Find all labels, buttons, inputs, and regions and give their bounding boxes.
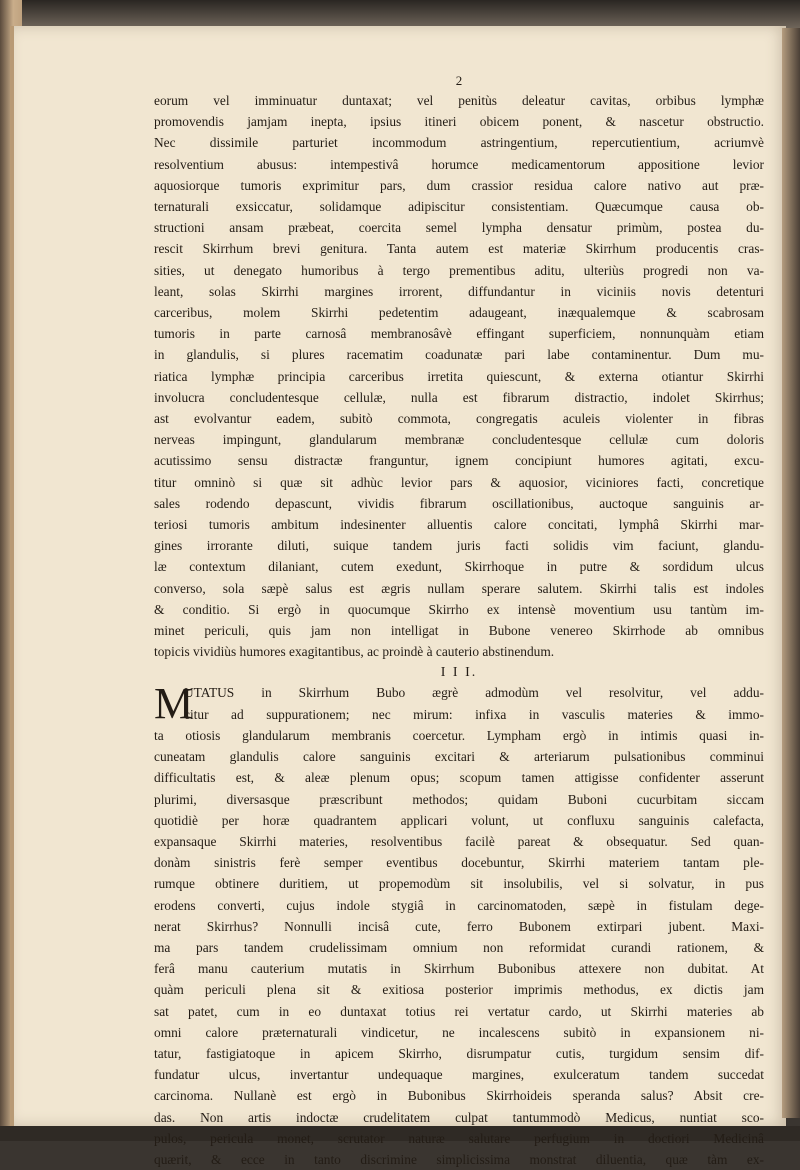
text-line: ma pars tandem crudelissimam omnium non reformidat curandi rationem, & (154, 939, 764, 955)
text-line: citur ad suppurationem; nec mirum: infixa in vasculis materies & immo- (184, 706, 764, 722)
paragraph-1 (154, 90, 764, 662)
page-text (154, 70, 764, 1170)
text-line: UTATUS in Skirrhum Bubo ægrè admodùm vel resolvitur, vel addu- (184, 685, 764, 701)
section-heading: I I I. (440, 665, 478, 681)
text-line: fundatur ulcus, invertantur undequaque margines, exulceratum tandem succedat (154, 1067, 764, 1083)
text-line: tatur, fastigiatoque in apicem Skirrho, disrumpatur cutis, turgidum sensim dif- (154, 1045, 764, 1061)
paragraph-2-opening (154, 679, 764, 729)
text-line: resolventium abusus: intempestivâ horumce medicamentorum appositione levior (154, 156, 764, 172)
text-line: nerveas impingunt, glandularum membranæ concludentesque cellulæ cum doloris (154, 432, 764, 448)
text-line: riatica lymphæ principia carceribus irretita quiescunt, & externa otiantur Skirrhi (154, 368, 764, 384)
page-edge-right (782, 28, 800, 1118)
text-line: expansaque Skirrhi materies, resolventibus facilè pareat & obsequatur. Sed quan- (154, 833, 764, 849)
text-line: acutissimo sensu distractæ franguntur, ignem concipiunt humores agitati, excu- (154, 453, 764, 469)
top-edge (0, 0, 800, 28)
text-line: converso, sola sæpè salus est ægris nullam sperare salutem. Skirrhi talis est indoles (154, 580, 764, 596)
paragraph-2 (154, 725, 764, 1170)
text-line: læ contextum dilaniant, cutem exedunt, Skirrhoque in putre & sordidum ulcus (154, 559, 764, 575)
text-line: sales rodendo depascunt, vividis fibrarum oscillationibus, auctoque sanguinis ar- (154, 495, 764, 511)
text-line: aquosiorque tumoris exprimitur pars, dum crassior residua calore nativo aut præ- (154, 177, 764, 193)
text-line: erodens converti, cujus indole stygiâ in carcinomatoden, sæpè in fistulam dege- (154, 897, 764, 913)
text-line: involucra concludentesque cellulæ, nulla est fibrarum distractio, indolet Skirrhus; (154, 389, 764, 405)
text-line: structioni ansam præbeat, coercita semel lympha densatur primùm, postea du- (154, 220, 764, 236)
text-line: plurimi, diversasque præscribunt methodos; quidam Buboni cucurbitam siccam (154, 791, 764, 807)
text-line: in glandulis, si plures racematim coadunatæ pari labe contaminentur. Dum mu- (154, 347, 764, 363)
text-line: quàm periculi plena sit & exitiosa posterior imprimis methodus, ex dictis jam (154, 982, 764, 998)
text-line: Nec dissimile parturiet incommodum astringentium, repercutientium, acriumvè (154, 135, 764, 151)
text-line: omni calore præternaturali vindicetur, ne incalescens subitò in expansionem ni- (154, 1024, 764, 1040)
text-line: ast evolvantur eadem, subitò commota, congregatis aculeis violenter in fibras (154, 411, 764, 427)
text-line: das. Non artis indoctæ crudelitatem culpat tantummodò Medicus, nuntiat sco- (154, 1109, 764, 1125)
text-line: & conditio. Si ergò in quocumque Skirrho ex intensè moventium usu tantùm im- (154, 601, 764, 617)
text-line: nerat Skirrhus? Nonnulli incisâ cute, ferro Bubonem extirpari jubent. Maxi- (154, 918, 764, 934)
text-line: ferâ manu cauterium mutatis in Skirrhum Bubonibus attexere non dubitat. At (154, 961, 764, 977)
text-line: eorum vel imminuatur duntaxat; vel penitùs deleatur cavitas, orbibus lymphæ (154, 93, 764, 108)
text-line: gines irrorante diluti, suique tandem juris facti solidis vim faciunt, glandu- (154, 538, 764, 554)
page-number: 2 (455, 73, 463, 88)
text-line: quotidiè per horæ quadrantem applicari volunt, ut confluxu sanguinis calefacta, (154, 812, 764, 828)
text-line: minet periculi, quis jam non intelligat in Bubone venereo Skirrhode ab omnibus (154, 623, 764, 639)
text-line: quærit, & ecce in tanto discrimine simplicissima monstrat diluentia, quæ tàm ex- (154, 1151, 764, 1167)
text-line: rescit Skirrhum brevi genitura. Tanta autem est materiæ Skirrhum producentis cras- (154, 241, 764, 257)
text-line: sities, ut denegato humoribus à tergo prementibus aditu, ulteriùs progredi non va- (154, 262, 764, 278)
text-line: topicis vividiùs humores exagitantibus, ac proindè à cauterio abstinendum. (154, 644, 555, 660)
text-line: difficultatis est, & aleæ plenum opus; scopum tamen attigisse confidenter asserunt (154, 770, 764, 786)
text-line: titur omninò si quæ sit adhùc levior pars & aquosior, viciniores facti, concretique (154, 474, 764, 490)
text-line: carceribus, molem Skirrhi pedetentim adaugeant, inæqualemque & scabrosam (154, 305, 764, 321)
drop-cap: M (154, 679, 194, 729)
text-line: leant, solas Skirrhi margines irrorent, diffundantur in viciniis novis detenturi (154, 283, 764, 299)
text-line: ta otiosis glandularum membranis coercetur. Lympham ergò in intimis quasi in- (154, 727, 764, 743)
text-line: carcinoma. Nullanè est ergò in Bubonibus Skirrhoideis speranda salus? Absit cre- (154, 1088, 764, 1104)
text-line: donàm sinistris ferè semper eventibus docebuntur, Skirrhi materiem tantam ple- (154, 855, 764, 871)
text-line: pulos, pericula monet, scrutator naturæ salutare perfugium in doctiori Medicinâ (154, 1130, 764, 1146)
text-line: ternaturali exsiccatur, solidamque adipiscitur consistentiam. Quæcumque causa ob- (154, 199, 764, 215)
text-line: promovendis jamjam inepta, ipsius itineri obicem ponent, & nascetur obstructio. (154, 114, 764, 130)
text-line: rumque obtinere duritiem, ut propemodùm sit insolubilis, vel si solvatur, in pus (154, 876, 764, 892)
text-line: sat patet, cum in eo duntaxat totius rei vertatur cardo, ut Skirrhi materies ab (154, 1003, 764, 1019)
text-line: tumoris in parte carnosâ membranosâvè effingant superficiem, nonnunquàm etiam (154, 326, 764, 342)
text-line: cuneatam glandulis calore sanguinis excitari & arteriarum pulsationibus comminui (154, 749, 764, 765)
text-line: teriosi tumoris ambitum indesinenter alluentis calore concitati, lymphâ Skirrhi mar- (154, 517, 764, 533)
